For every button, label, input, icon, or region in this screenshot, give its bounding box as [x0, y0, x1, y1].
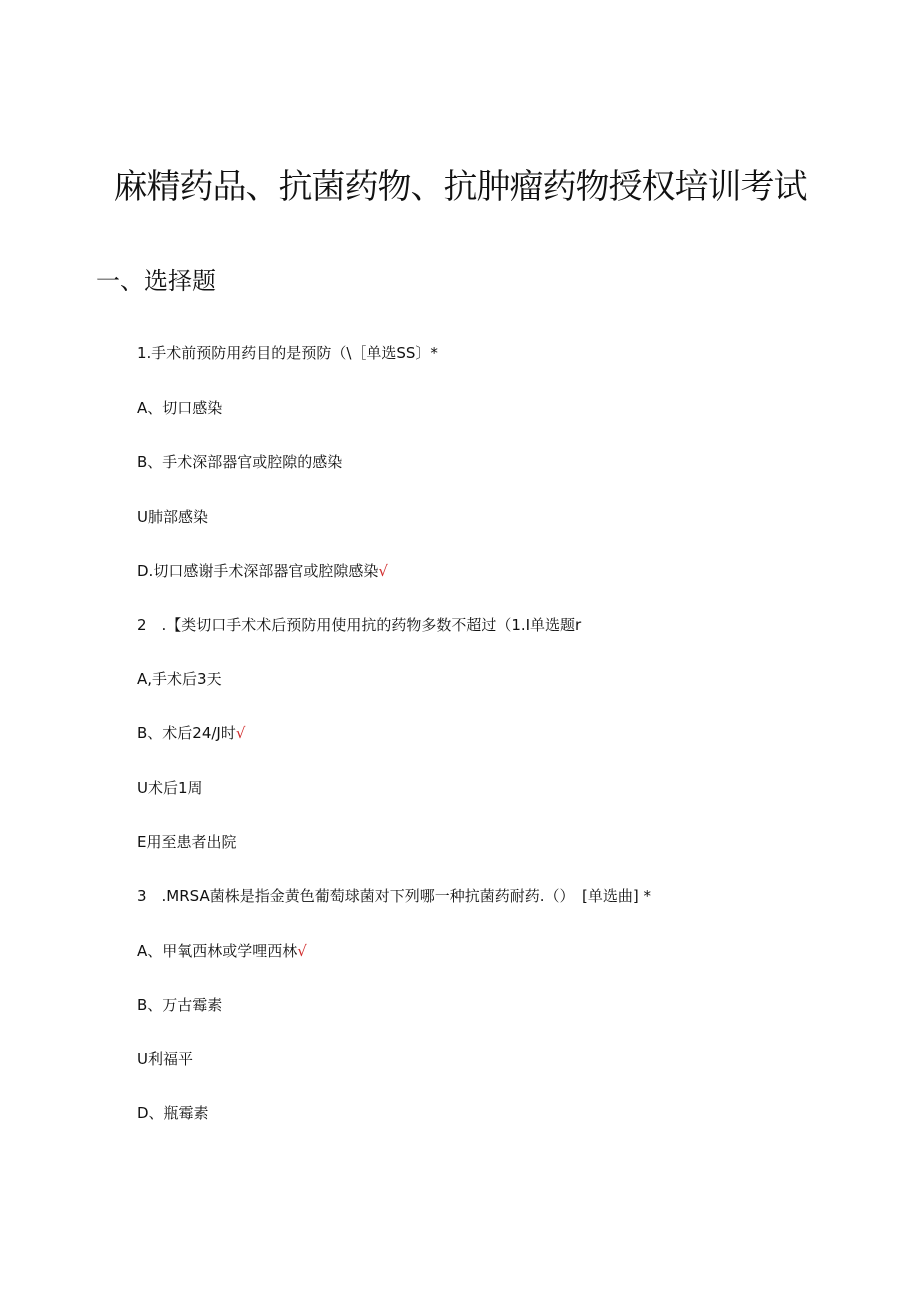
question-1-option-d	[137, 561, 388, 581]
option-text: B、术后24/J时	[137, 724, 236, 742]
question-2-option-a	[137, 669, 222, 689]
correct-mark: √	[297, 942, 307, 960]
question-1-option-b	[137, 452, 342, 472]
question-1-option-a	[137, 398, 222, 418]
option-text: U利福平	[137, 1050, 193, 1068]
option-text: U术后1周	[137, 779, 203, 797]
option-text: D.切口感谢手术深部器官或腔隙感染	[137, 562, 379, 580]
question-3-option-c	[137, 1049, 193, 1069]
question-2-option-b	[137, 723, 245, 743]
document-title: 麻精药品、抗菌药物、抗肿瘤药物授权培训考试	[113, 167, 807, 207]
question-2-option-c	[137, 778, 203, 798]
question-3-option-d	[137, 1103, 209, 1123]
option-text: E用至患者出院	[137, 833, 237, 851]
question-3-option-b	[137, 995, 222, 1015]
option-text: B、手术深部器官或腔隙的感染	[137, 453, 343, 471]
question-2-option-d	[137, 832, 236, 852]
question-1-option-c	[137, 507, 208, 527]
question-2-stem: 2 .【类切口手术术后预防用使用抗的药物多数不超过（1.I单选题r	[137, 616, 582, 634]
option-text: A、切口感染	[137, 399, 223, 417]
option-text: B、万古霉素	[137, 996, 223, 1014]
correct-mark: √	[235, 724, 246, 742]
question-3-option-a	[137, 941, 307, 961]
option-text: A,手术后3天	[137, 670, 222, 688]
question-3-stem: 3 .MRSA菌株是指金黄色葡萄球菌对下列哪一种抗菌药耐药.（） [单选曲] *	[137, 887, 651, 905]
option-text: A、甲氧西林或学哩西林	[137, 942, 298, 960]
correct-mark: √	[378, 562, 388, 580]
question-1-stem: 1.手术前预防用药目的是预防（\［单选SS〕*	[137, 344, 438, 362]
option-text: U肺部感染	[137, 508, 208, 526]
section-title: 一、选择题	[96, 267, 216, 295]
option-text: D、瓶霉素	[137, 1104, 209, 1122]
